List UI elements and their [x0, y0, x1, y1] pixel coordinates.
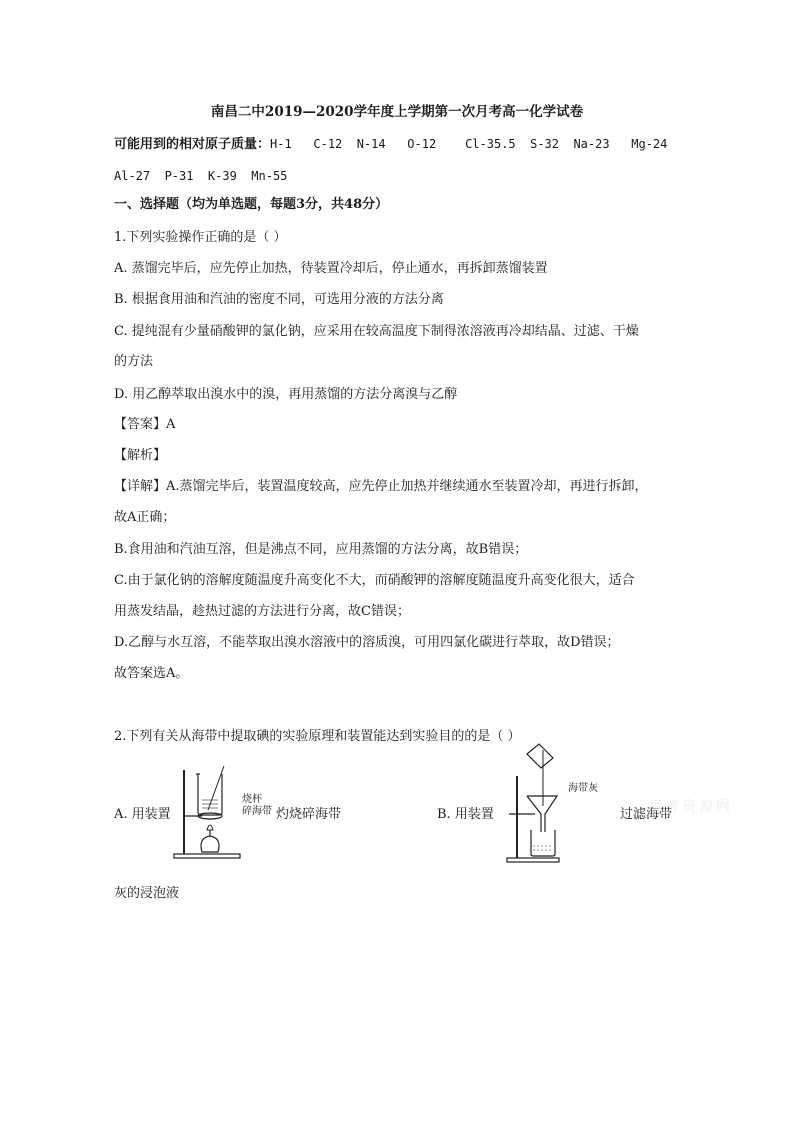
exam-title: 南昌二中2019—2020学年度上学期第一次月考高一化学试卷	[210, 104, 584, 120]
crucible-burning-apparatus-figure	[172, 764, 242, 860]
q1-detail-5: 用蒸发结晶，趁热过滤的方法进行分离，故C错误；	[114, 604, 410, 619]
q1-analysis-heading: 【解析】	[114, 448, 167, 463]
q1-option-c-line2: 的方法	[114, 354, 154, 369]
q1-detail-3: B.食用油和汽油互溶，但是沸点不同，应用蒸馏的方法分离，故B错误；	[114, 542, 528, 557]
q2-option-a-suffix: 灼烧碎海带	[276, 807, 342, 822]
q1-option-a: A. 蒸馏完毕后，应先停止加热，待装置冷却后，停止通水，再拆卸蒸馏装置	[114, 261, 548, 276]
seaweed-label: 碎海带	[242, 806, 272, 817]
q1-detail-7: 故答案选A。	[114, 666, 189, 681]
atomic-mass-line-1	[114, 135, 667, 154]
seaweed-ash-label: 海带灰	[568, 783, 598, 794]
atomic-mass-values-2: Al-27 P-31 K-39 Mn-55	[114, 169, 288, 183]
q2-option-b-continuation: 灰的浸泡液	[114, 886, 180, 901]
beaker-label: 烧杯	[242, 794, 262, 805]
watermark: 高考资源网	[648, 799, 733, 815]
filtration-apparatus-figure	[505, 740, 565, 864]
q1-option-c-line1: C. 提纯混有少量硝酸钾的氯化钠，应采用在较高温度下制得浓溶液再冷却结晶、过滤、干燥	[114, 324, 639, 339]
q1-answer: 【答案】A	[114, 417, 176, 432]
q1-detail-6: D.乙醇与水互溶，不能萃取出溴水溶液中的溶质溴，可用四氯化碳进行萃取，故D错误；	[114, 635, 620, 650]
atomic-mass-label: 可能用到的相对原子质量：	[114, 137, 271, 152]
q2-stem: 2.下列有关从海带中提取碘的实验原理和装置能达到实验目的的是（ ）	[114, 729, 521, 744]
q2-option-b-suffix: 过滤海带	[620, 807, 673, 822]
q1-option-b: B. 根据食用油和汽油的密度不同，可选用分液的方法分离	[114, 292, 444, 307]
q2-option-b-prefix: B. 用装置	[437, 807, 494, 822]
q1-option-d: D. 用乙醇萃取出溴水中的溴，再用蒸馏的方法分离溴与乙醇	[114, 387, 458, 402]
q1-detail-2: 故A正确；	[114, 510, 176, 525]
q1-detail-4: C.由于氯化钠的溶解度随温度升高变化不大，而硝酸钾的溶解度随温度升高变化很大，适合	[114, 573, 635, 588]
q1-detail-1: 【详解】A.蒸馏完毕后，装置温度较高，应先停止加热并继续通水至装置冷却，再进行拆卸，	[114, 479, 648, 494]
q2-option-a-prefix: A. 用装置	[114, 807, 171, 822]
q1-stem: 1.下列实验操作正确的是（ ）	[114, 230, 287, 245]
atomic-mass-values-1: H-1 C-12 N-14 O-12 Cl-35.5 S-32 Na-23 Mg-24	[270, 137, 668, 151]
section-heading: 一、选择题（均为单选题，每题3分，共48分）	[114, 197, 389, 212]
